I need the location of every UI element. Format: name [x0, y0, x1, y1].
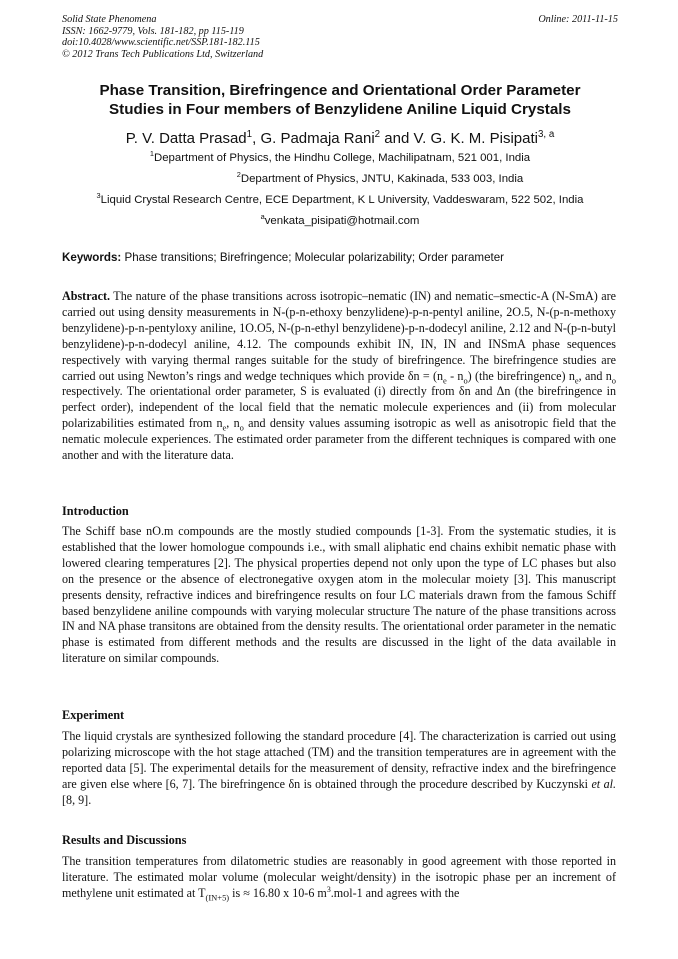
journal-issn: ISSN: 1662-9779, Vols. 181-182, pp 115-119	[62, 25, 244, 37]
author-2-sup: 2	[374, 129, 381, 140]
abstract-label: Abstract.	[62, 289, 111, 303]
abstract-text: , n	[226, 416, 240, 431]
abstract	[62, 289, 616, 464]
introduction-text: The Schiff base nO.m compounds are the mostly studied compounds [1-3]. From the systematic studies, it is established that the lower homologue compounds i.e., with small aliphatic end chains exhibit nematic phase with lowered clearing temperatures [2]. The physical properties depend not only upon the type of LC phases but also on the presence or the absence of electronegative oxygen atom in the molecular moiety [3]. This manuscript presents density, refractive indices and birefringence results on four LC materials drawn from the famous Schiff based benzylidene aniline compounds with varying molecular structure The nature of the phase transitions across IN and NA phase transitons are obtained from the density results. The orientational order parameter in the nematic phase is estimated from different methods and the results are discussed in the light of the data available in literature on similar compounds.	[62, 524, 616, 666]
title-line-1: Phase Transition, Birefringence and Orientational Order Parameter	[99, 82, 581, 99]
subscript: e	[574, 374, 579, 385]
journal-name: Solid State Phenomena	[62, 14, 157, 25]
affiliation-1	[62, 151, 618, 165]
et-al: et al.	[591, 776, 616, 791]
abstract-text: and density values assuming isotropic as well as anisotropic field that the nematic molecule experiences. The estimated order parameter from the different techniques is compared with one another and with the literature data.	[62, 416, 616, 463]
subscript: e	[222, 422, 227, 433]
results-text-part: is ≈ 16.80 x 10-6 m	[229, 885, 327, 900]
author-list	[62, 130, 618, 148]
subscript: o	[611, 374, 616, 385]
paper-title	[62, 81, 618, 119]
author-sep: and	[380, 130, 414, 147]
affiliation-2	[102, 172, 658, 186]
title-line-2: Studies in Four members of Benzylidene Aniline Liquid Crystals	[109, 101, 571, 118]
subscript: o	[463, 374, 468, 385]
subscript: (IN+5)	[205, 892, 230, 903]
journal-header	[62, 14, 618, 60]
experiment-text	[62, 729, 616, 809]
abstract-text: , and n	[578, 368, 612, 383]
affiliation-3	[62, 193, 618, 207]
superscript: 3	[326, 884, 331, 894]
affiliation-3-text: Liquid Crystal Research Centre, ECE Department, K L University, Vaddeswaram, 522 502, India	[100, 194, 584, 206]
author-3: V. G. K. M. Pisipati	[413, 130, 538, 147]
affiliation-3-sup: 3	[96, 191, 101, 201]
keywords-text: Phase transitions; Birefringence; Molecular polarizability; Order parameter	[121, 251, 505, 264]
online-date: Online: 2011-11-15	[538, 14, 618, 25]
author-2: G. Padmaja Rani	[260, 130, 375, 147]
affiliation-1-text: Department of Physics, the Hindhu College, Machilipatnam, 521 001, India	[154, 152, 531, 164]
author-1-sup: 1	[246, 129, 253, 140]
experiment-text-part: [8, 9].	[62, 792, 92, 807]
journal-doi: doi:10.4028/www.scientific.net/SSP.181-182.115	[62, 37, 260, 49]
subscript: e	[443, 374, 447, 385]
author-sep: ,	[252, 130, 261, 147]
abstract-text: respectively. The orientational order parameter, S is evaluated (i) directly from δn and Δn (the birefringence in perfect order), independent of the local field that the nematic molecule experiences and (ii) from molecular polarizabilities estimated from n	[62, 384, 616, 431]
affiliation-1-sup: 1	[149, 149, 154, 159]
journal-copyright: © 2012 Trans Tech Publications Ltd, Switzerland	[62, 48, 264, 60]
author-3-sup: 3, a	[537, 129, 555, 140]
keywords-label: Keywords:	[62, 251, 122, 264]
experiment-heading: Experiment	[62, 708, 125, 722]
affiliation-2-sup: 2	[236, 170, 241, 180]
email-address: venkata_pisipati@hotmail.com	[264, 215, 420, 227]
affiliation-2-text: Department of Physics, JNTU, Kakinada, 533 003, India	[240, 173, 524, 185]
abstract-text: The nature of the phase transitions across isotropic–nematic (IN) and nematic–smectic-A (N-SmA) are carried out using density measurements in N-(p-n-ethoxy benzylidene)-p-n-pentyl aniline, 2O.5, N-(p-n-methoxy benzylidene)-p-n-pentyloxy aniline, 1O.O5, N-(p-n-ethyl benzylidene)-p-n-dodecyl aniline, 2.12 and N-(p-n-butyl benzylidene)-p-n-dodecyl aniline, 4.12. The compounds exhibit IN, IN, IN and INSmA phase sequences respectively with varying thermal ranges suitable for the study of birefringence. The birefringence studies are carried out using Newton’s rings and wedge techniques which provide δn = (n	[62, 289, 616, 383]
abstract-text: ) (the birefringence) n	[467, 368, 575, 383]
subscript: o	[239, 422, 244, 433]
email-sup: a	[260, 212, 265, 222]
results-text-part: The transition temperatures from dilatometric studies are reasonably in good agreement with those reported in literature. The estimated molar volume (molecular weight/density) in the isotropic phase per an increment of methylene unit estimated at T	[62, 854, 616, 900]
results-text	[62, 854, 616, 902]
results-heading: Results and Discussions	[62, 833, 187, 847]
author-1: P. V. Datta Prasad	[125, 130, 247, 147]
results-text-part: .mol-1 and agrees with the	[330, 885, 460, 900]
abstract-text: - n	[446, 368, 464, 383]
email-line	[62, 214, 618, 228]
experiment-text-part: The liquid crystals are synthesized following the standard procedure [4]. The characterization is carried out using polarizing microscope with the hot stage attached (TM) and the transition temperatures are in agreement with the reported data [5]. The experimental details for the measurement of density, refractive index and the birefringence are given else where [6, 7]. The birefringence δn is obtained through the procedure described by Kuczynski	[62, 729, 616, 791]
introduction-heading: Introduction	[62, 504, 129, 518]
keywords	[62, 251, 618, 265]
